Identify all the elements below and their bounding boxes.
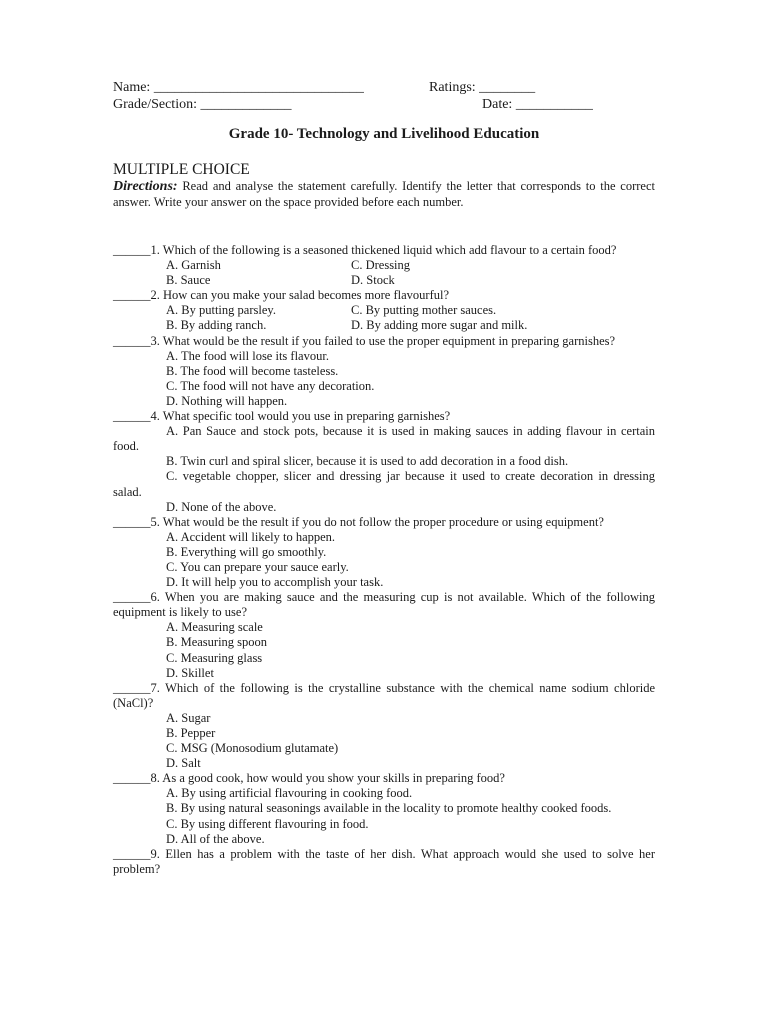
question-3-option-b: B. The food will become tasteless. (166, 363, 339, 378)
question-7-option-a: A. Sugar (166, 710, 211, 725)
question-4: ______4. What specific tool would you use in preparing garnishes? (113, 409, 451, 424)
question-2: ______2. How can you make your salad becomes more flavourful? (113, 288, 450, 303)
question-2-option-c: C. By putting mother sauces. (351, 303, 497, 318)
question-6-option-c: C. Measuring glass (166, 650, 263, 665)
question-5-option-d: D. It will help you to accomplish your task. (166, 575, 384, 590)
ratings-field[interactable]: Ratings: ________ (429, 80, 536, 95)
question-7-option-c: C. MSG (Monosodium glutamate) (166, 741, 339, 756)
question-2-option-d: D. By adding more sugar and milk. (351, 318, 528, 333)
question-1-option-d: D. Stock (351, 273, 395, 288)
question-1: ______1. Which of the following is a seasoned thickened liquid which add flavour to a certain food? (113, 243, 617, 257)
question-6: ______6. When you are making sauce and the measuring cup is not available. Which of the following equipment is likely to use? (113, 590, 655, 620)
question-7: ______7. Which of the following is the crystalline substance with the chemical name sodium chloride (NaCl)? (113, 680, 655, 710)
question-9: ______9. Ellen has a problem with the taste of her dish. What approach would she used to solve her problem? (113, 846, 655, 876)
question-4-option-d: D. None of the above. (166, 499, 277, 514)
question-3-option-d: D. Nothing will happen. (166, 393, 288, 408)
question-7-option-b: B. Pepper (166, 726, 216, 740)
question-4-option-c: C. vegetable chopper, slicer and dressing jar because it used to create decoration in dressing salad. (113, 469, 655, 499)
question-1-option-b: B. Sauce (166, 273, 211, 288)
question-1-options-row-2 (113, 273, 655, 288)
question-8-option-b: B. By using natural seasonings available in the locality to promote healthy cooked foods. (166, 801, 612, 816)
question-1-option-a: A. Garnish (166, 258, 221, 273)
question-1-option-c: C. Dressing (351, 258, 411, 273)
date-field[interactable]: Date: ___________ (482, 97, 593, 112)
question-7-option-d: D. Salt (166, 756, 201, 771)
question-5: ______5. What would be the result if you do not follow the proper procedure or using equipment? (113, 514, 604, 529)
section-heading: MULTIPLE CHOICE (113, 161, 250, 178)
question-5-option-b: B. Everything will go smoothly. (166, 544, 327, 559)
directions-label: Directions: (113, 179, 178, 194)
question-6-option-b: B. Measuring spoon (166, 635, 268, 650)
name-field[interactable]: Name: ______________________________ (113, 80, 364, 95)
question-2-option-b: B. By adding ranch. (166, 318, 267, 333)
question-8-option-c: C. By using different flavouring in food. (166, 816, 369, 831)
grade-section-field[interactable]: Grade/Section: _____________ (113, 97, 292, 112)
directions (113, 179, 655, 210)
question-5-option-c: C. You can prepare your sauce early. (166, 559, 349, 574)
question-list (113, 243, 655, 877)
question-8-option-a: A. By using artificial flavouring in cooking food. (166, 786, 413, 801)
question-5-option-a: A. Accident will likely to happen. (166, 529, 336, 544)
page-title: Grade 10- Technology and Livelihood Education (228, 126, 540, 142)
question-2-options-row-2 (113, 318, 655, 333)
question-2-options-row-1 (113, 303, 655, 318)
question-6-option-a: A. Measuring scale (166, 620, 263, 635)
question-8: ______8. As a good cook, how would you show your skills in preparing food? (113, 771, 505, 786)
question-1-options-row-1 (113, 258, 655, 273)
question-4-option-a: A. Pan Sauce and stock pots, because it is used in making sauces in adding flavour in certain food. (113, 424, 655, 454)
question-8-option-d: D. All of the above. (166, 831, 265, 846)
question-4-option-b: B. Twin curl and spiral slicer, because it is used to add decoration in a food dish. (166, 454, 569, 469)
question-2-option-a: A. By putting parsley. (166, 303, 276, 318)
question-3-option-c: C. The food will not have any decoration. (166, 378, 375, 393)
directions-text: Read and analyse the statement carefully. Identify the letter that corresponds to the correct answer. Write your answer on the space provided before each number. (113, 179, 655, 209)
question-3-option-a: A. The food will lose its flavour. (166, 348, 329, 363)
question-3: ______3. What would be the result if you failed to use the proper equipment in preparing garnishes? (113, 333, 616, 348)
question-6-option-d: D. Skillet (166, 665, 214, 680)
